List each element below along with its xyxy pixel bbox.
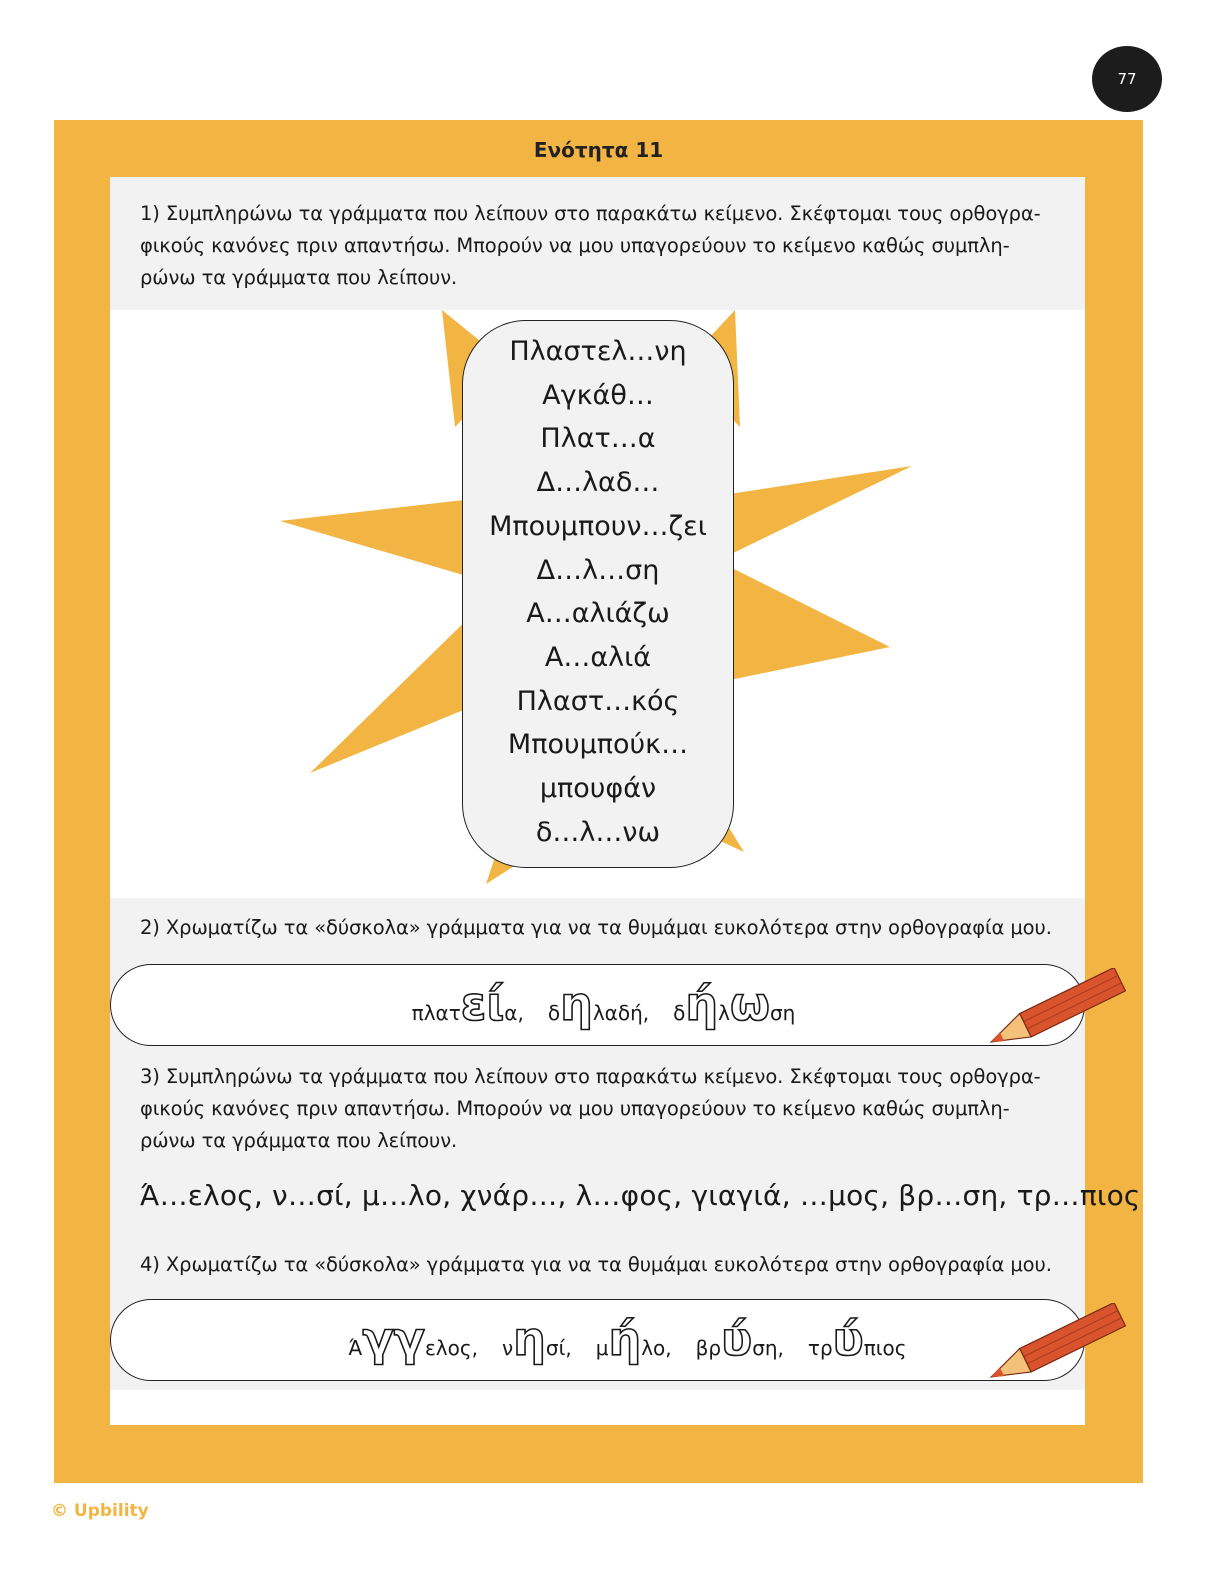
unit-frame <box>54 120 1143 1483</box>
word-item: μπουφάν <box>539 773 657 805</box>
unit-title: Ενότητα 11 <box>533 138 664 162</box>
pencil-icon <box>975 1303 1135 1393</box>
word-item: Δ…λ…ση <box>536 554 660 586</box>
colouring-word: νησί, <box>501 1312 572 1366</box>
word-item: Μπουμπουν…ζει <box>489 510 707 542</box>
copyright-footer: © Upbility <box>51 1501 149 1521</box>
colouring-word: Άγγελος, <box>348 1312 478 1366</box>
exercise4-instruction-band <box>110 1235 1085 1295</box>
colouring-word: βρύση, <box>695 1312 784 1366</box>
word-item: δ…λ…νω <box>535 816 661 848</box>
exercise3-fill-line: Ά…ελος, ν…σί, μ…λο, χνάρ…, λ…φος, γιαγιά, …μος, βρ…ση, τρ…πιος <box>140 1179 1141 1212</box>
colouring-word: δήλωση <box>673 977 796 1031</box>
exercise4-instruction: 4) Χρωματίζω τα «δύσκολα» γράμματα για να τα θυμάμαι ευκολότερα στην ορθογραφία μου. <box>140 1253 1052 1276</box>
word-item: Αγκάθ… <box>542 379 654 411</box>
page-number-badge: 77 <box>1092 46 1162 112</box>
colouring-word: δηλαδή, <box>547 977 650 1031</box>
word-list <box>463 330 733 854</box>
colouring-word: πλατεία, <box>411 977 524 1031</box>
word-item: Πλαστ…κός <box>516 685 680 717</box>
word-item: Α…αλιά <box>544 641 652 673</box>
word-item: Δ…λαδ… <box>536 467 660 499</box>
exercise2-instruction-band <box>110 898 1085 958</box>
exercise3-instruction: 3) Συμπληρώνω τα γράμματα που λείπουν στο παρακάτω κείμενο. Σκέφτομαι τους ορθογρα- φικούς κανόνες πριν απαντήσω. Μπορούν να μου υπαγορεύουν το κείμενο καθώς συμπλη- ρώνω τα γράμματα που λείπουν. <box>140 1065 1041 1152</box>
exercise2-colouring-strip <box>110 964 1085 1046</box>
pencil-icon <box>975 968 1135 1058</box>
colouring-word: τρύπιος <box>807 1312 907 1366</box>
exercise4-colouring-strip <box>110 1299 1085 1381</box>
word-item: Πλατ…α <box>540 423 656 455</box>
worksheet-panel <box>110 177 1141 1425</box>
colouring-word: μήλο, <box>595 1312 672 1366</box>
word-item: Πλαστελ…νη <box>509 336 687 367</box>
exercise1-instruction: 1) Συμπληρώνω τα γράμματα που λείπουν στο παρακάτω κείμενο. Σκέφτομαι τους ορθογρα- φικούς κανόνες πριν απαντήσω. Μπορούν να μου υπαγορεύουν το κείμενο καθώς συμπλη- ρώνω τα γράμματα που λείπουν. <box>140 202 1041 289</box>
exercise3-band <box>110 1055 1141 1235</box>
exercise2-instruction: 2) Χρωματίζω τα «δύσκολα» γράμματα για να τα θυμάμαι ευκολότερα στην ορθογραφία μου. <box>140 916 1052 939</box>
word-item: Μπουμπούκ… <box>507 729 689 761</box>
word-list-box <box>462 320 734 868</box>
word-item: Α…αλιάζω <box>526 598 670 630</box>
